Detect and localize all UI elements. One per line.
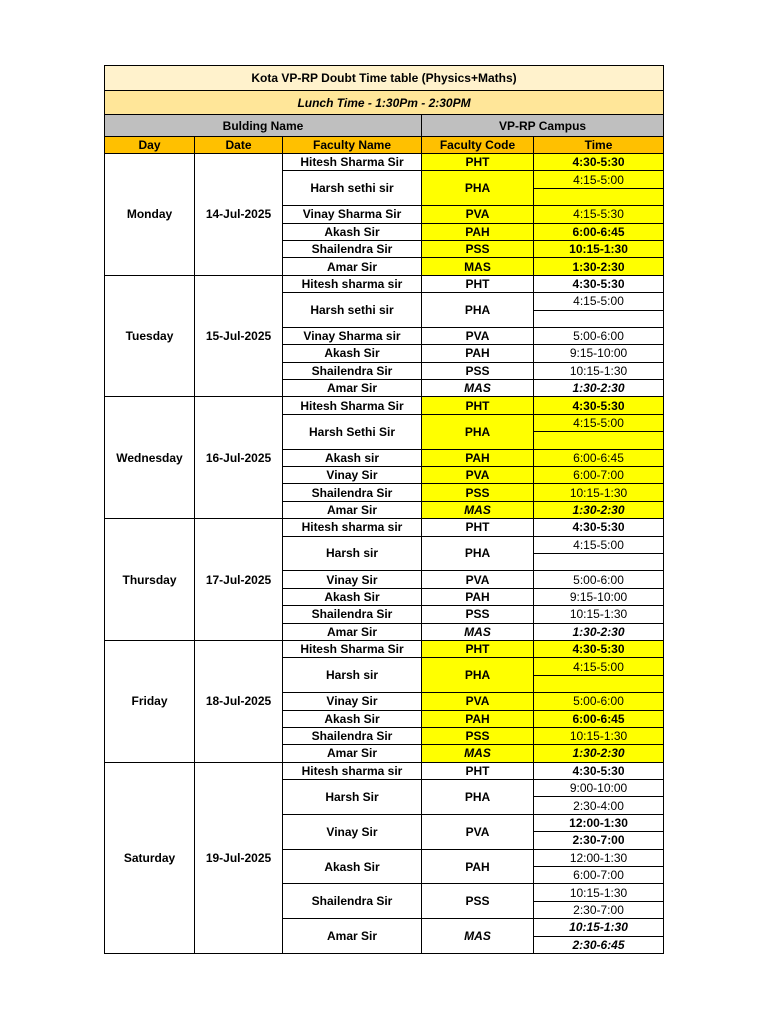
time-cell: 5:00-6:00 <box>534 571 664 588</box>
faculty-code-cell: PAH <box>422 449 534 466</box>
faculty-name-cell: Amar Sir <box>283 919 422 954</box>
faculty-code-cell: PSS <box>422 727 534 744</box>
date-cell: 17-Jul-2025 <box>195 519 283 641</box>
faculty-code-cell: MAS <box>422 745 534 762</box>
time-cell: 1:30-2:30 <box>534 745 664 762</box>
time-cell <box>534 188 664 205</box>
time-cell: 4:30-5:30 <box>534 154 664 171</box>
faculty-name-cell: Hitesh Sharma Sir <box>283 640 422 657</box>
building-name-label: Bulding Name <box>105 115 422 137</box>
table-row <box>105 762 664 779</box>
faculty-name-cell: Akash Sir <box>283 849 422 884</box>
column-header-day: Day <box>105 137 195 154</box>
faculty-code-cell: PSS <box>422 484 534 501</box>
faculty-code-cell: MAS <box>422 501 534 518</box>
faculty-code-cell: PHA <box>422 171 534 206</box>
time-cell <box>534 432 664 449</box>
time-cell: 1:30-2:30 <box>534 380 664 397</box>
faculty-code-cell: PVA <box>422 693 534 710</box>
faculty-name-cell: Harsh sethi sir <box>283 293 422 328</box>
time-cell: 4:30-5:30 <box>534 762 664 779</box>
faculty-name-cell: Shailendra Sir <box>283 727 422 744</box>
faculty-name-cell: Shailendra Sir <box>283 362 422 379</box>
faculty-code-cell: MAS <box>422 919 534 954</box>
faculty-name-cell: Hitesh Sharma Sir <box>283 397 422 414</box>
table-row <box>105 275 664 292</box>
time-cell: 4:30-5:30 <box>534 519 664 536</box>
faculty-code-cell: PAH <box>422 710 534 727</box>
faculty-name-cell: Hitesh sharma sir <box>283 762 422 779</box>
faculty-name-cell: Harsh sir <box>283 658 422 693</box>
time-cell: 4:15-5:00 <box>534 536 664 553</box>
faculty-code-cell: PSS <box>422 240 534 257</box>
time-cell: 12:00-1:30 <box>534 814 664 831</box>
time-cell: 4:15-5:00 <box>534 658 664 675</box>
faculty-code-cell: PHT <box>422 762 534 779</box>
time-cell: 1:30-2:30 <box>534 258 664 275</box>
time-cell: 10:15-1:30 <box>534 362 664 379</box>
time-cell: 10:15-1:30 <box>534 884 664 901</box>
faculty-name-cell: Harsh sir <box>283 536 422 571</box>
faculty-code-cell: PAH <box>422 588 534 605</box>
faculty-code-cell: PAH <box>422 345 534 362</box>
time-cell: 9:00-10:00 <box>534 780 664 797</box>
faculty-name-cell: Amar Sir <box>283 501 422 518</box>
time-cell: 5:00-6:00 <box>534 327 664 344</box>
faculty-code-cell: MAS <box>422 380 534 397</box>
column-header-time: Time <box>534 137 664 154</box>
faculty-code-cell: PVA <box>422 467 534 484</box>
faculty-code-cell: PSS <box>422 606 534 623</box>
faculty-name-cell: Amar Sir <box>283 745 422 762</box>
faculty-name-cell: Vinay Sir <box>283 571 422 588</box>
day-cell: Tuesday <box>105 275 195 397</box>
faculty-name-cell: Vinay Sir <box>283 814 422 849</box>
faculty-code-cell: MAS <box>422 258 534 275</box>
faculty-name-cell: Vinay Sir <box>283 467 422 484</box>
time-cell: 4:30-5:30 <box>534 397 664 414</box>
faculty-name-cell: Akash Sir <box>283 345 422 362</box>
faculty-code-cell: PVA <box>422 327 534 344</box>
time-cell: 5:00-6:00 <box>534 693 664 710</box>
time-cell: 2:30-6:45 <box>534 936 664 953</box>
faculty-name-cell: Hitesh sharma sir <box>283 275 422 292</box>
faculty-code-cell: PSS <box>422 362 534 379</box>
faculty-name-cell: Amar Sir <box>283 258 422 275</box>
time-cell: 1:30-2:30 <box>534 623 664 640</box>
time-cell: 10:15-1:30 <box>534 727 664 744</box>
faculty-name-cell: Amar Sir <box>283 380 422 397</box>
time-cell: 2:30-7:00 <box>534 832 664 849</box>
faculty-code-cell: PSS <box>422 884 534 919</box>
time-cell: 4:15-5:00 <box>534 171 664 188</box>
faculty-code-cell: PVA <box>422 206 534 223</box>
day-cell: Friday <box>105 640 195 762</box>
column-header-faculty-code: Faculty Code <box>422 137 534 154</box>
faculty-name-cell: Hitesh Sharma Sir <box>283 154 422 171</box>
faculty-code-cell: MAS <box>422 623 534 640</box>
page-title: Kota VP-RP Doubt Time table (Physics+Maths) <box>105 66 664 91</box>
date-cell: 19-Jul-2025 <box>195 762 283 953</box>
time-cell: 6:00-6:45 <box>534 449 664 466</box>
faculty-name-cell: Amar Sir <box>283 623 422 640</box>
time-cell: 1:30-2:30 <box>534 501 664 518</box>
faculty-code-cell: PAH <box>422 223 534 240</box>
day-cell: Wednesday <box>105 397 195 519</box>
date-cell: 14-Jul-2025 <box>195 154 283 276</box>
date-cell: 18-Jul-2025 <box>195 640 283 762</box>
time-cell: 2:30-4:00 <box>534 797 664 814</box>
day-cell: Monday <box>105 154 195 276</box>
time-cell: 9:15-10:00 <box>534 345 664 362</box>
faculty-code-cell: PHT <box>422 640 534 657</box>
faculty-name-cell: Harsh sethi sir <box>283 171 422 206</box>
faculty-code-cell: PHA <box>422 414 534 449</box>
faculty-name-cell: Vinay Sir <box>283 693 422 710</box>
time-cell: 2:30-7:00 <box>534 901 664 918</box>
faculty-name-cell: Akash sir <box>283 449 422 466</box>
time-cell: 9:15-10:00 <box>534 588 664 605</box>
time-cell <box>534 310 664 327</box>
campus-name: VP-RP Campus <box>422 115 664 137</box>
faculty-code-cell: PHT <box>422 397 534 414</box>
time-cell <box>534 675 664 692</box>
table-row <box>105 519 664 536</box>
time-cell: 6:00-6:45 <box>534 710 664 727</box>
faculty-name-cell: Akash Sir <box>283 223 422 240</box>
faculty-name-cell: Akash Sir <box>283 588 422 605</box>
day-cell: Thursday <box>105 519 195 641</box>
time-cell: 10:15-1:30 <box>534 919 664 936</box>
faculty-code-cell: PHA <box>422 658 534 693</box>
time-cell: 10:15-1:30 <box>534 484 664 501</box>
faculty-code-cell: PAH <box>422 849 534 884</box>
faculty-code-cell: PHA <box>422 780 534 815</box>
faculty-code-cell: PHT <box>422 275 534 292</box>
faculty-name-cell: Vinay Sharma sir <box>283 327 422 344</box>
day-cell: Saturday <box>105 762 195 953</box>
faculty-name-cell: Shailendra Sir <box>283 484 422 501</box>
date-cell: 15-Jul-2025 <box>195 275 283 397</box>
time-cell: 6:00-6:45 <box>534 223 664 240</box>
time-cell <box>534 553 664 570</box>
table-row <box>105 397 664 414</box>
faculty-name-cell: Harsh Sethi Sir <box>283 414 422 449</box>
faculty-name-cell: Vinay Sharma Sir <box>283 206 422 223</box>
faculty-code-cell: PHT <box>422 154 534 171</box>
time-cell: 4:30-5:30 <box>534 275 664 292</box>
faculty-name-cell: Akash Sir <box>283 710 422 727</box>
column-header-date: Date <box>195 137 283 154</box>
faculty-code-cell: PVA <box>422 571 534 588</box>
faculty-name-cell: Hitesh sharma sir <box>283 519 422 536</box>
time-cell: 10:15-1:30 <box>534 606 664 623</box>
time-cell: 6:00-7:00 <box>534 467 664 484</box>
lunch-time: Lunch Time - 1:30Pm - 2:30PM <box>105 91 664 115</box>
time-cell: 4:15-5:00 <box>534 293 664 310</box>
faculty-code-cell: PHT <box>422 519 534 536</box>
faculty-name-cell: Shailendra Sir <box>283 606 422 623</box>
time-cell: 4:15-5:30 <box>534 206 664 223</box>
time-cell: 6:00-7:00 <box>534 867 664 884</box>
faculty-name-cell: Shailendra Sir <box>283 240 422 257</box>
time-cell: 10:15-1:30 <box>534 240 664 257</box>
timetable <box>104 65 664 954</box>
column-header-faculty-name: Faculty Name <box>283 137 422 154</box>
faculty-code-cell: PVA <box>422 814 534 849</box>
faculty-name-cell: Harsh Sir <box>283 780 422 815</box>
time-cell: 4:15-5:00 <box>534 414 664 431</box>
table-row <box>105 640 664 657</box>
time-cell: 4:30-5:30 <box>534 640 664 657</box>
time-cell: 12:00-1:30 <box>534 849 664 866</box>
date-cell: 16-Jul-2025 <box>195 397 283 519</box>
faculty-code-cell: PHA <box>422 293 534 328</box>
faculty-code-cell: PHA <box>422 536 534 571</box>
faculty-name-cell: Shailendra Sir <box>283 884 422 919</box>
table-row <box>105 154 664 171</box>
